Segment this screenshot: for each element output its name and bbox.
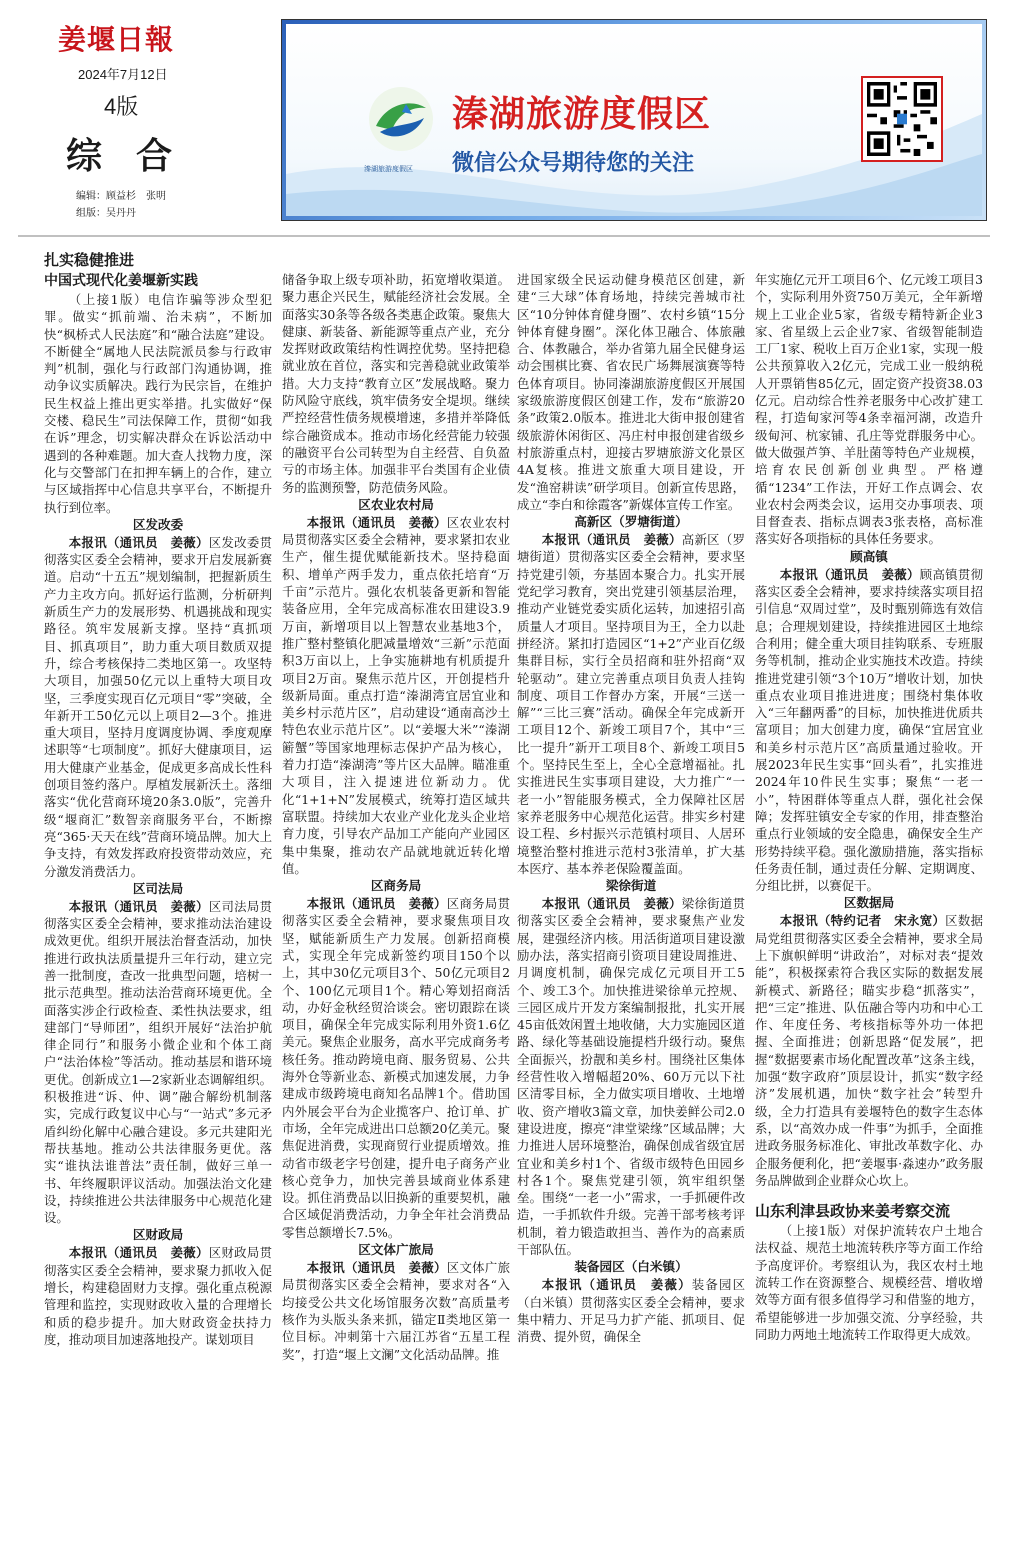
editors-line: 编辑：顾益杉 张明 — [76, 191, 166, 202]
article-subtitle: 中国式现代化姜堰新实践 — [44, 273, 198, 289]
section-text: 区商务局贯彻落实区委全会精神，要求聚焦项目攻坚，赋能新质生产力发展。创新招商模式，实现全年完成新签约项目150个以上，其中30亿元项目3个、50亿元项目2个、100亿元项目1个。精心筹划招商活动，办好金秋经贸洽谈会。密切跟踪在谈项目，确保全年完成实际利用外资1.6亿美元。聚焦企业服务，高水平完成商务考核任务。推动跨境电商、服务贸易、公共海外仓等新业态、新模式加速发展，力争建成市级跨境电商知名品牌1个。借助国内外展会平台为企业揽客户、抢订单、扩市场，全年完成进出口总额20亿美元。聚焦促进消费，实现商贸行业提质增效。推动省市级老字号创建，提升电子商务产业核心竞争力，加快完善县域商业体系建设。抓住消费品以旧换新的重要契机，融合区域促消费活动，力争全年社会消费品零售总额增长7.5%。 — [282, 896, 511, 1240]
continued-paragraph: 年实施亿元开工项目6个、亿元竣工项目3个，实际利用外资750万美元，全年新增规上工业企业5家，省级专精特新企业3家、省星级上云企业7家、省级智能制造工厂1家、税收上百万企业1家，实现一般公共预算收入2亿元，完成工业一般纳税人开票销售85亿元，固定资产投资38.03亿元。启动综合性养老服务中心改扩建工程，打造甸家河等4条幸福河湖，改造升级甸河、杭家铺、孔庄等党群服务中心。做大做强芦笋、羊肚菌等特色产业规模，培育农民创新创业典型。严格遵循“1234”工作法，开好工作点调会、农业农村会两类会议，运用交办事项表、项目督查表、指标点调表3张表格，高标准落实好各项指标的具体任务要求。 — [755, 272, 983, 547]
qr-code[interactable] — [861, 76, 943, 162]
qr-code-icon — [867, 82, 937, 156]
masthead — [0, 0, 1009, 232]
section-paragraph — [44, 1244, 272, 1348]
editor-credits — [76, 188, 166, 222]
section-paragraph — [282, 514, 510, 877]
byline: 本报讯（通讯员 姜薇） — [541, 896, 682, 912]
section-text: 区农业农村局贯彻落实区委全会精神，要求紧扣农业生产，催生提优赋能新技术。坚持稳面积、增单产两手发力，重点依托培育“万千亩”示范片。强化农机装备更新和智能装备应用，全年完成高标准农田建设3.9万亩，新增项目以上智慧农业基地3个，推广整村整镇化肥减量增效“三新”示范面积3万亩以上，上争实施耕地有机质提升项目2万亩。聚焦示范片区，开创提档升级新局面。重点打造“溱湖湾宜居宜业和美乡村示范片区”，启动建设“通南高沙土特色农业示范片区”。以“姜堰大米”“溱湖簖蟹”等国家地理标志保护产品为核心，着力打造“溱湖湾”等片区大品牌。瞄准重大项目，注入提速进位新动力。优化“1+1+N”发展模式，统筹打造区域共富联盟。持续加大农业产业化龙头企业培育力度，引导农产品加工产能向产业园区集中集聚，推动农产品就地就近转化增值。 — [282, 514, 511, 876]
byline: 本报讯（通讯员 姜薇） — [541, 532, 682, 548]
section-text: 高新区（罗塘街道）贯彻落实区委全会精神，要求坚持党建引领，夯基固本聚合力。扎实开展党纪学习教育，突出党建引领基层治理，推动产业链党委实质化运转，加速招引高质量人才项目。坚持项目为王，全力以赴拼经济。紧扣打造园区“1+2”产业百亿级集群目标，实行全员招商和驻外招商“双轮驱动”。建立完善重点项目负责人挂钩制度、项目工作督办方案，开展“三送一解”“三比三赛”活动。确保全年完成新开工项目12个、新竣工项目7个，其中“三比一提升”新开工项目8个、新竣工项目5个。坚持民生至上，全心全意增福祉。扎实推进民生实事项目建设，大力推广“一老一小”智能服务模式，全力保障社区居家养老服务中心规范化运营。排实乡村建设工程、乡村振兴示范镇村项目、人居环境整治整村推进示范村3张清单，扩大基本医疗、基本养老保险覆盖面。 — [517, 532, 746, 876]
section-paragraph — [44, 898, 285, 1227]
section-title: 综合 — [66, 135, 207, 177]
column-4 — [755, 271, 983, 1343]
byline: 本报讯（通讯员 姜薇） — [68, 534, 209, 550]
section-text: 梁徐街道贯彻落实区委全会精神，要求聚焦产业发展，建强经济内核。用活街道项目建设激励办法，落实招商引资项目建设周推进、月调度机制，确保完成亿元项目开工5个、竣工3个。加快推进梁徐单元控规、三园区成片开发方案编制报批，扎实开展45亩低效闲置土地收储，大力实施园区道路、绿化等基础设施提档升级行动。聚焦全面振兴，扮靓和美乡村。围绕社区集体经营性收入增幅超20%、60万元以下社区清零目标，全力做实项目增收、土地增收、资产增收3篇文章，加快姜鲜公司2.0建设进度，擦亮“津堂梁缘”区域品牌；大力推进人居环境整治，确保创成省级宜居宜业和美乡村1个、省级市级特色田园乡村各1个。聚焦党建引领，筑牢组织堡垒。围绕“一老一小”需求，一手抓硬件改造，一手抓软件升级。完善干部考核考评机制，着力锻造敢担当、善作为的高素质干部队伍。 — [517, 896, 746, 1258]
section-heading: 区发改委 — [132, 516, 184, 532]
section-paragraph — [517, 1276, 745, 1345]
section-text: 区发改委贯彻落实区委全会精神，要求开启发展新赛道。启动“十五五”规划编制，把握新质生产力主攻方向。抓好运行监测，分析研判新质生产力的发展形势、机遇挑战和现实路径。筑牢发展新支撑。坚持“真抓项目、抓真项目”，助力重大项目数质双提升，综合考核保持二类地区第一。攻坚特大项目，加强50亿元以上重特大项目攻坚，三季度实现百亿元项目“零”突破，全年新开工50亿元以上项目2—3个。推进重大项目，坚持月度调度协调、季度观摩述职等“七项制度”。抓好大健康项目，运用大健康产业基金，促成更多高成长性科创项目签约落户。厚植发展新沃土。落细落实“优化营商环境20条3.0版”，完善升级“堰商汇”数智亲商服务平台，不断擦亮“365·天天在线”营商环境品牌。加大上争支持，有效发挥政府投资带动效应，充分激发消费活力。 — [44, 534, 273, 879]
paper-name: 姜堰日報 — [58, 23, 175, 56]
section-heading: 区文体广旅局 — [358, 1242, 434, 1258]
section-heading: 区农业农村局 — [358, 496, 434, 512]
article-paragraph: （上接1版）对保护流转农户土地合法权益、规范土地流转秩序等方面工作给予高度评价。考察组认为，我区农村土地流转工作在资源整合、规模经营、增收增效等方面有很多值得学习和借鉴的地方，希望能够进一步加强交流、分享经验，共同助力两地土地流转工作取得更大成效。 — [755, 1223, 983, 1342]
section-paragraph — [755, 566, 983, 895]
section-heading: 区财政局 — [132, 1227, 184, 1243]
byline: 本报讯（通讯员 姜薇） — [779, 566, 920, 582]
ad-background — [286, 24, 982, 216]
section-paragraph — [282, 1259, 510, 1363]
ad-subtitle: 微信公众号期待您的关注 — [452, 151, 695, 176]
advertisement-banner — [281, 19, 987, 221]
column-1 — [44, 250, 285, 1348]
continued-paragraph: 储备争取上级专项补助，拓宽增收渠道。聚力惠企兴民生，赋能经济社会发展。全面落实30条等各级各类惠企政策。聚焦大健康、新装备、新能源等重点产业，充分发挥财政政策结构性调控优势。坚持把稳就业放在首位，落实和完善稳就业政策举措。大力支持“教育立区”发展战略。聚力防风险守底线，筑牢债务安全堤坝。继续严控经营性债务规模增速，多措并举降低综合融资成本。推动市场化经营能力较强的融资平台公司转型为自主经营、自负盈亏的市场主体。加强非平台类国有企业债务的监测预警，防范债务风险。 — [282, 272, 510, 495]
layout-line: 组版：吴丹丹 — [76, 208, 136, 219]
article-title: 山东利津县政协来姜考察交流 — [755, 1202, 951, 1221]
section-heading: 区商务局 — [370, 878, 422, 894]
ad-title: 溱湖旅游度假区 — [452, 94, 712, 135]
ad-logo-caption: 溱湖旅游度假区 — [364, 165, 413, 173]
resort-logo-icon — [366, 84, 436, 154]
section-paragraph — [517, 531, 745, 877]
byline: 本报讯（通讯员 姜薇） — [306, 514, 447, 530]
article-intro: （上接1版）电信诈骗等涉众型犯罪。做实“抓前端、治未病”，不断加快“枫桥式人民法庭”和“融合法庭”建设。不断健全“属地人民法院派员参与行政审判”机制，强化与行政部门沟通协调，推动争议实质解决。践行为民宗旨，在维护民生权益上推出更实举措。扎实做好“保交楼、稳民生”司法保障工作，贯彻“如我在诉”理念，切实解决群众在诉讼活动中遇到的各种难题。加大查人找物力度，深化与交警部门在扣押车辆上的合作，建立与区域指挥中心信息共享平台，不断提升执行到位率。 — [44, 292, 272, 515]
section-text: 区文体广旅局贯彻落实区委全会精神，要求对各“入均接受公共文化场馆服务次数”高质量考核作为头版头条来抓，锚定Ⅱ类地区第一位目标。冲刺第十六届江苏省“五星工程奖”，打造“堰上文澜”文化活动品牌。推 — [282, 1260, 511, 1362]
section-paragraph — [282, 895, 510, 1241]
column-2 — [282, 271, 510, 1363]
spacer — [755, 1189, 983, 1201]
column-3 — [517, 271, 745, 1346]
section-heading: 装备园区（白米镇） — [574, 1259, 688, 1275]
section-paragraph — [44, 534, 272, 880]
byline: 本报讯（通讯员 姜薇） — [541, 1277, 692, 1293]
section-paragraph — [517, 895, 745, 1258]
section-paragraph — [755, 912, 983, 1189]
section-text: 顾高镇贯彻落实区委全会精神，要求持续落实项目招引信息“双周过堂”，及时甄别筛选有效信息；合理规划建设，持续推进园区土地综合利用；健全重大项目挂钩联系、专班服务等机制，推动企业实施技术改造。持续推进党建引领“3个10万”增收计划，加快重点农业项目推进进度；围绕村集体收入“三年翻两番”的目标，加快推进优质共富项目；加大创建力度，确保“宜居宜业和美乡村示范片区”高质量通过验收。开展2023年民生实事“回头看”，扎实推进2024年10件民生实事；聚焦“一老一小”，特困群体等重点人群，强化社会保障；发挥驻镇安全专家的作用，排查整治重点行业领域的安全隐患，确保安全生产形势持续平稳。强化激励措施，落实指标任务责任制，通过责任分解、定期调度、分组比拼，以赛促干。 — [755, 566, 984, 894]
section-heading: 梁徐街道 — [605, 878, 657, 894]
publication-date: 2024年7月12日 — [78, 67, 168, 82]
continued-paragraph: 进国家级全民运动健身模范区创建，新建“三大球”体育场地，持续完善城市社区“10分钟体育健身圈”、农村乡镇“15分钟体育健身圈”。深化体卫融合、体旅融合、体教融合，举办省第九届全民健身运动会围棋比赛、省农民广场舞展演赛等特色体育项目。协同溱湖旅游度假区开展国家级旅游度假区创建工作，发布“旅游20条”政策2.0版本。推进北大街申报创建省级旅游休闲街区、冯庄村申报创建省级乡村旅游重点村，迎接古罗塘旅游文化景区4A复核。推进文旅重大项目建设，开发“渔窑耕读”研学项目。创新宣传思路，成立“李白和徐霞客”新媒体宣传工作室。 — [517, 272, 745, 512]
section-heading: 区数据局 — [843, 895, 895, 911]
header-rule — [18, 235, 990, 237]
byline: 本报讯（特约记者 宋永宽） — [779, 913, 946, 929]
section-text: 区财政局贯彻落实区委全会精神，要求聚力抓收入促增长，构建稳固财力支撑。强化重点税源管理和监控，实现财政收入量的合理增长和质的稳步提升。加大财政资金扶持力度，推动项目加速落地投产。谋划项目 — [44, 1245, 273, 1347]
byline: 本报讯（通讯员 姜薇） — [68, 1245, 209, 1261]
section-heading: 高新区（罗塘街道） — [574, 514, 688, 530]
byline: 本报讯（通讯员 姜薇） — [306, 896, 447, 912]
byline: 本报讯（通讯员 姜薇） — [306, 1260, 447, 1276]
byline: 本报讯（通讯员 姜薇） — [68, 898, 209, 914]
section-text: 区司法局贯彻落实区委全会精神，要求推动法治建设成效更优。组织开展法治督查活动，加快推进行政执法质量提升三年行动，建立完善一批制度，查改一批典型问题，培树一批示范典型。推动法治营商环境更优。全面落实涉企行政检查、柔性执法要求，组建部门“导师团”，组织开展好“法治护航 律企同行”和服务小微企业和个体工商户“法治体检”等活动。推动基层和谐环境更优。创新成立1—2家新业态调解组织。积极推进“诉、仲、调”融合解纷机制落实，完成行政复议中心与“一站式”多元矛盾纠纷化解中心融合建设。多元共建阳光帮扶基地。推动公共法律服务更优。落实“谁执法谁普法”责任制，做好三单一书、年终履职评议活动。加强法治文化建设，持续推进公共法律服务中心规范化建设。 — [44, 898, 285, 1226]
section-heading: 顾高镇 — [850, 548, 888, 564]
section-text: 装备园区（白米镇）贯彻落实区委全会精神，要求集中精力、开足马力扩产能、抓项目、促消费、提外贸，确保全 — [517, 1277, 746, 1345]
section-heading: 区司法局 — [132, 880, 184, 896]
article-title: 扎实稳健推进 — [44, 251, 135, 269]
section-text: 区数据局党组贯彻落实区委全会精神，要求全局上下旗帜鲜明“讲政治”，对标对表“提效能”，积极探索符合我区实际的数据发展新模式、新路径；瞄实步稳“抓落实”，把“三定”推进、队伍融合等内功和中心工作、年度任务、考核指标等外功一体把握、全面推进；创新思路“促发展”，把握“数据要素市场化配置改革”这条主线，加强“数字政府”顶层设计，抓实“数字经济”发展机遇，加快“数字社会”转型升级，全力打造具有姜堰特色的数字生态体系，以“高效办成一件事”为抓手，全面推进政务服务标准化、审批改革数字化、办企服务便利化，把“姜堰事·淼速办”政务服务品牌做到企业群众心坎上。 — [755, 913, 984, 1188]
page-number: 4版 — [104, 94, 139, 119]
